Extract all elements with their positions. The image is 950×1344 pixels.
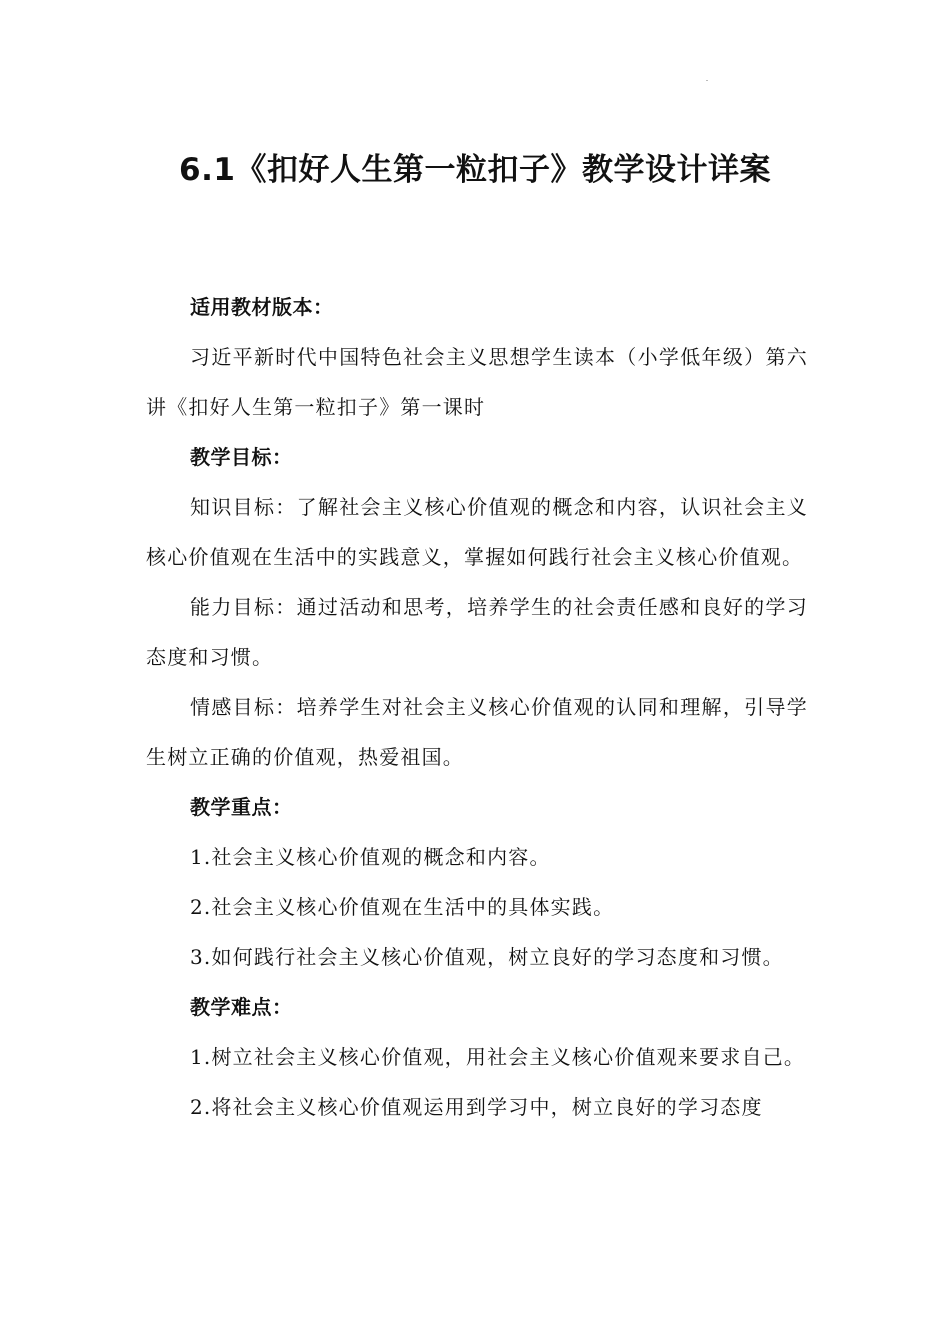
list-item-key-point-1: 1.社会主义核心价值观的概念和内容。 — [190, 845, 551, 869]
paragraph-textbook-info: 习近平新时代中国特色社会主义思想学生读本（小学低年级）第六讲《扣好人生第一粒扣子》第一课时 — [146, 345, 808, 419]
paragraph-emotion-objective: 情感目标：培养学生对社会主义核心价值观的认同和理解，引导学生树立正确的价值观，热爱祖国。 — [146, 695, 808, 769]
list-item-key-point-2: 2.社会主义核心价值观在生活中的具体实践。 — [190, 895, 615, 919]
list-item-difficulty-1: 1.树立社会主义核心价值观，用社会主义核心价值观来要求自己。 — [190, 1045, 806, 1069]
paragraph-ability-objective: 能力目标：通过活动和思考，培养学生的社会责任感和良好的学习态度和习惯。 — [146, 595, 808, 669]
section-heading-teaching-objectives: 教学目标： — [190, 445, 293, 469]
scan-speck — [706, 80, 708, 81]
section-heading-difficulties: 教学难点： — [190, 995, 293, 1019]
section-heading-textbook-version: 适用教材版本： — [190, 295, 334, 319]
section-heading-key-points: 教学重点： — [190, 795, 293, 819]
list-item-difficulty-2: 2.将社会主义核心价值观运用到学习中，树立良好的学习态度 — [190, 1095, 763, 1119]
page-title: 6.1《扣好人生第一粒扣子》教学设计详案 — [179, 152, 771, 188]
list-item-key-point-3: 3.如何践行社会主义核心价值观，树立良好的学习态度和习惯。 — [190, 945, 784, 969]
paragraph-knowledge-objective: 知识目标：了解社会主义核心价值观的概念和内容，认识社会主义核心价值观在生活中的实践意义，掌握如何践行社会主义核心价值观。 — [146, 495, 808, 569]
document-body — [146, 282, 808, 1132]
